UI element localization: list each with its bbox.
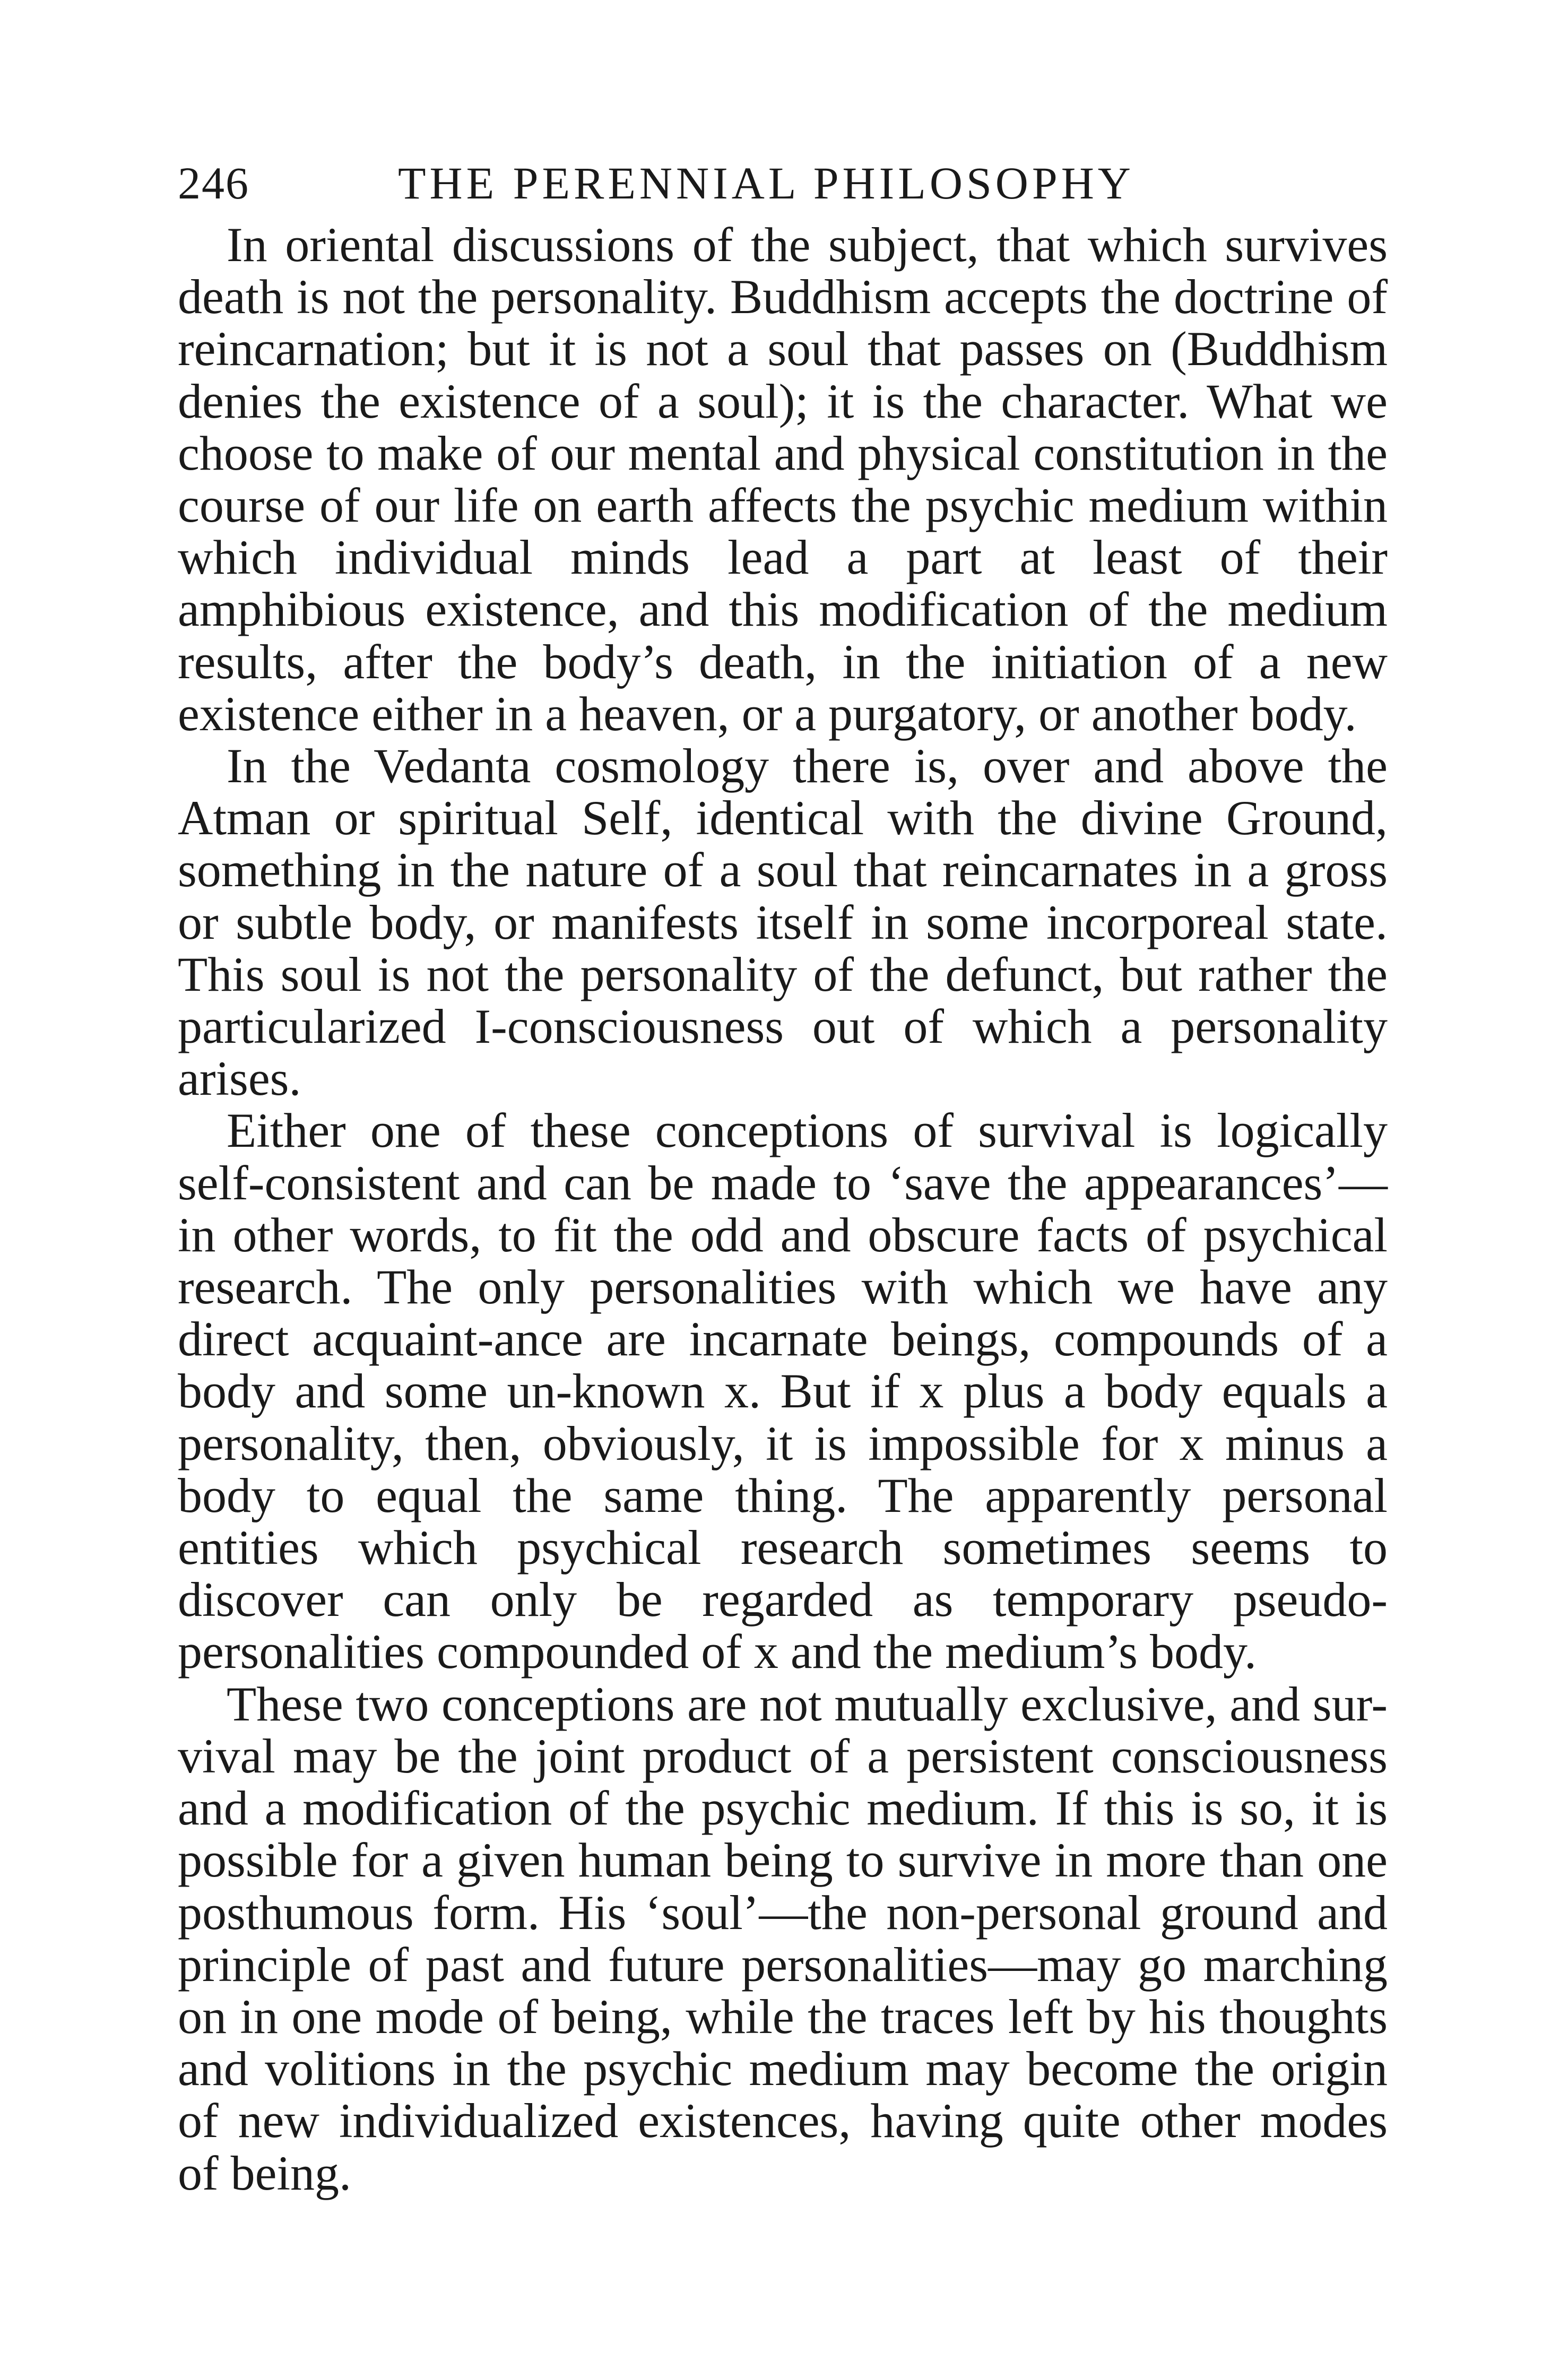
- paragraph-vedanta-cosmology: In the Vedanta cosmology there is, over and above the Atman or spiritual Self, identical with the divine Ground, something in the nature of a soul that reincarnates in a gross or subtle body, or manifests itself in some incorporeal state. This soul is not the personality of the defunct, but rather the particularized I-consciousness out of which a personality arises.: [178, 739, 1388, 1106]
- running-head: [178, 154, 1388, 212]
- running-title: THE PERENNIAL PHILOSOPHY: [398, 158, 1134, 209]
- page-number: 246: [178, 158, 249, 209]
- body-text: [178, 219, 1388, 2199]
- paragraph-conceptions-of-survival: Either one of these conceptions of survival is logically self-consistent and can be made to ‘save the appearances’—in other words, to fit the odd and obscure facts of psychical research. The only personalities with which we have any direct acquaint-ance are incarnate beings, compounds of a body and some un-known x. But if x plus a body equals a personality, then, obviously, it is impossible for x minus a body to equal the same thing. The apparently personal entities which psychical research sometimes seems to discover can only be regarded as temporary pseudo-personalities compounded of x and the medium’s body.: [178, 1103, 1388, 1679]
- paragraph-joint-product: These two conceptions are not mutually exclusive, and sur-vival may be the joint product of a persistent consciousness and a modification of the psychic medium. If this is so, it is possible for a given human being to survive in more than one posthumous form. His ‘soul’—the non-personal ground and principle of past and future personalities—may go marching on in one mode of being, while the traces left by his thoughts and volitions in the psychic medium may become the origin of new individualized existences, having quite other modes of being.: [178, 1676, 1388, 2200]
- paragraph-oriental-discussions: In oriental discussions of the subject, that which survives death is not the personality. Buddhism accepts the doctrine of reincarnation; but it is not a soul that passes on (Buddhism denies the existence of a soul); it is the character. What we choose to make of our mental and physical constitution in the course of our life on earth affects the psychic medium within which individual minds lead a part at least of their amphibious existence, and this modification of the medium results, after the body’s death, in the initiation of a new existence either in a heaven, or a purgatory, or another body.: [178, 218, 1388, 741]
